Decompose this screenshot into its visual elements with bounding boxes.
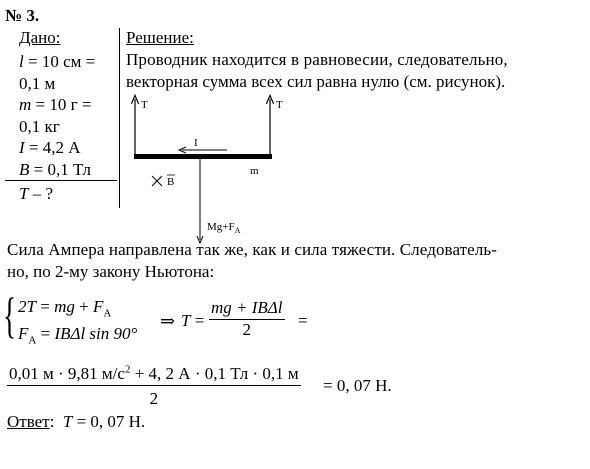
find-var: T xyxy=(19,184,29,203)
answer-line xyxy=(7,412,145,432)
eq2-lhs-sub: A xyxy=(28,334,37,347)
result-lhs: T = xyxy=(181,311,205,330)
given-value: = 10 г = xyxy=(31,95,92,114)
text-after-line-1: Сила Ампера направлена так же, как и сила тяжести. Следователь- xyxy=(7,240,498,259)
tension-label-right: T xyxy=(276,99,283,111)
answer-label: Ответ xyxy=(7,412,50,431)
conductor-rod xyxy=(134,154,272,159)
given-value: = 0,1 Тл xyxy=(29,159,91,179)
result-lhs-var: T xyxy=(181,311,191,330)
numeric-result: = 0, 07 Н. xyxy=(323,376,392,395)
solution-header: Решение: xyxy=(126,28,194,47)
solution-line-2: векторная сумма всех сил равна нулю (см. рисунок). xyxy=(126,72,506,91)
text-after-line-2: но, по 2-му закону Ньютона: xyxy=(7,262,215,281)
answer-value: = 0, 07 Н. xyxy=(72,412,146,431)
numeric-num-a: 0,01 м · 9,81 м/с xyxy=(9,364,125,383)
field-into-page-icon xyxy=(152,176,162,186)
solution-fraction-numerator: mg + IBΔl xyxy=(209,298,285,320)
problem-number: № 3. xyxy=(5,6,40,25)
eq1-rhs-b: F xyxy=(92,297,104,316)
force-label-main: Mg+F xyxy=(207,221,235,233)
solution-fraction-denominator: 2 xyxy=(242,320,251,339)
system-eq-1: 2T = mg + $F_A$ xyxy=(18,297,112,320)
find-rest: – ? xyxy=(28,184,54,203)
given-var: I xyxy=(19,138,25,157)
given-var: B xyxy=(19,159,30,179)
force-label xyxy=(207,221,241,235)
eq2-lhs: F xyxy=(18,324,29,343)
answer-colon: : xyxy=(49,412,55,431)
answer-var: T xyxy=(62,412,73,431)
numeric-denominator: 2 xyxy=(149,389,159,408)
field-label: B xyxy=(167,176,175,188)
eq2-rhs: IBΔl sin 90° xyxy=(54,324,138,343)
given-var: l xyxy=(19,52,24,71)
given-var: m xyxy=(19,95,32,114)
given-value: = 10 см = xyxy=(23,52,96,71)
given-value: 0,1 кг xyxy=(19,116,60,136)
solution-fraction xyxy=(209,298,285,340)
solution-header-text: Решение xyxy=(126,28,190,47)
tension-label-left: T xyxy=(141,99,148,111)
eq1-lhs: 2T xyxy=(18,297,36,316)
given-header: Дано: xyxy=(19,28,61,47)
eq1-rhs-a: mg xyxy=(54,297,75,316)
force-label-sub: A xyxy=(234,226,241,235)
mass-label: m xyxy=(250,165,259,177)
current-label: I xyxy=(194,137,198,149)
given-value: = 4,2 А xyxy=(24,138,81,157)
numeric-num-sup: 2 xyxy=(124,363,131,376)
numeric-fraction xyxy=(7,361,301,409)
implies-arrow: ⇒ xyxy=(160,311,176,331)
eq1-rhs-sub: A xyxy=(103,307,112,320)
numeric-numerator xyxy=(7,361,301,386)
given-header-text: Дано xyxy=(19,28,56,47)
result-equals: = xyxy=(298,311,308,330)
solution-line-1: Проводник находится в равновесии, следовательно, xyxy=(126,50,508,69)
given-value: 0,1 м xyxy=(19,73,56,93)
system-brace: { xyxy=(3,287,17,343)
system-eq-2: $F_A = IB\Delta l$ sin 90° xyxy=(18,324,138,347)
numeric-num-b: + 4, 2 А · 0,1 Тл · 0,1 м xyxy=(130,364,299,383)
